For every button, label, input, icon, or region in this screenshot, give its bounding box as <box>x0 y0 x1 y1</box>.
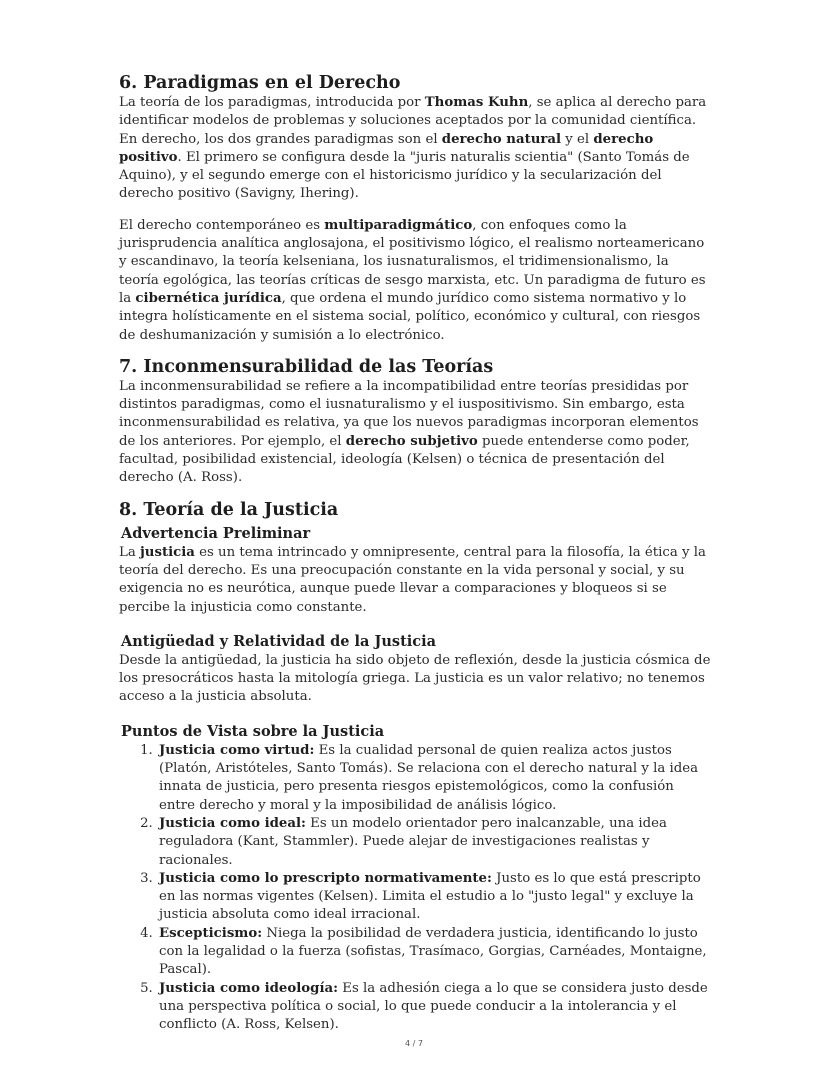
list-item: 1. Justicia como virtud: Es la cualidad personal de quien realiza actos justos (Platón, Aristóteles, Santo Tomás). Se relaciona con el derecho natural y la idea innata de justicia, pero presenta riesgos epistemológicos, como la confusión entre derecho y moral y la imposibilidad de análisis lógico. <box>157 742 711 815</box>
page-number: 4 / 7 <box>405 1039 423 1048</box>
section-title: 6. Paradigmas en el Derecho <box>119 73 401 93</box>
list-item: 2. Justicia como ideal: Es un modelo orientador pero inalcanzable, una idea reguladora (Kant, Stammler). Puede alejar de investigaciones realistas y racionales. <box>157 815 711 870</box>
paragraph: La teoría de los paradigmas, introducida por Thomas Kuhn, se aplica al derecho para identificar modelos de problemas y soluciones aceptados por la comunidad científica. En derecho, los dos grandes paradigmas son el derecho natural y el derecho positivo. El primero se configura desde la "juris naturalis scientia" (Santo Tomás de Aquino), y el segundo emerge con el historicismo jurídico y la secularización del derecho positivo (Savigny, Ihering). <box>119 95 707 202</box>
section-paradigmas <box>119 72 711 345</box>
subsection-puntos-de-vista <box>119 722 711 1035</box>
paragraph: La justicia es un tema intrincado y omnipresente, central para la filosofía, la ética y la teoría del derecho. Es una preocupación constante en la vida personal y social, y su exigencia no es neurótica, aunque puede llevar a comparaciones y bloqueos si se percibe la injusticia como constante. <box>119 544 706 615</box>
section-title: 7. Inconmensurabilidad de las Teorías <box>119 356 494 377</box>
subsection-antiguedad <box>119 632 711 707</box>
section-title: 8. Teoría de la Justicia <box>119 499 339 520</box>
paragraph: El derecho contemporáneo es multiparadigmático, con enfoques como la jurisprudencia analítica anglosajona, el positivismo lógico, el realismo norteamericano y escandinavo, la teoría kelseniana, los iusnaturalismos, el tridimensionalismo, la teoría egológica, las teorías críticas de sesgo marxista, etc. Un paradigma de futuro es la cibernética jurídica, que ordena el mundo jurídico como sistema normativo y lo integra holísticamente en el sistema social, político, económico y cultural, con riesgos de deshumanización y sumisión a lo electrónico. <box>119 217 706 343</box>
paragraph: Desde la antigüedad, la justicia ha sido objeto de reflexión, desde la justicia cósmica de los presocráticos hasta la mitología griega. La justicia es un valor relativo; no tenemos acceso a la justicia absoluta. <box>119 652 711 705</box>
subsection-title: Advertencia Preliminar <box>121 524 311 542</box>
paragraph: La inconmensurabilidad se refiere a la incompatibilidad entre teorías presididas por distintos paradigmas, como el iusnaturalismo y el iuspositivismo. Sin embargo, esta inconmensurabilidad es relativa, ya que los nuevos paradigmas incorporan elementos de los anteriores. Por ejemplo, el derecho subjetivo puede entenderse como poder, facultad, posibilidad existencial, ideología (Kelsen) o técnica de presentación del derecho (A. Ross). <box>119 378 699 486</box>
subsection-advertencia <box>119 524 711 617</box>
section-teoria-justicia <box>119 499 711 1035</box>
document-page <box>119 72 711 1034</box>
subsection-title: Antigüedad y Relatividad de la Justicia <box>121 632 437 650</box>
list-item: 3. Justicia como lo prescripto normativamente: Justo es lo que está prescripto en las normas vigentes (Kelsen). Limita el estudio a lo "justo legal" y excluye la justicia absoluta como ideal irracional. <box>157 870 711 925</box>
subsection-title: Puntos de Vista sobre la Justicia <box>121 722 385 740</box>
list-item: 5. Justicia como ideología: Es la adhesión ciega a lo que se considera justo desde una perspectiva política o social, lo que puede conducir a la intolerancia y el conflicto (A. Ross, Kelsen). <box>157 980 711 1035</box>
section-inconmensurabilidad <box>119 356 711 488</box>
list-item: 4. Escepticismo: Niega la posibilidad de verdadera justicia, identificando lo justo con la legalidad o la fuerza (sofistas, Trasímaco, Gorgias, Carnéades, Montaigne, Pascal). <box>157 925 711 980</box>
viewpoints-list <box>119 742 711 1035</box>
